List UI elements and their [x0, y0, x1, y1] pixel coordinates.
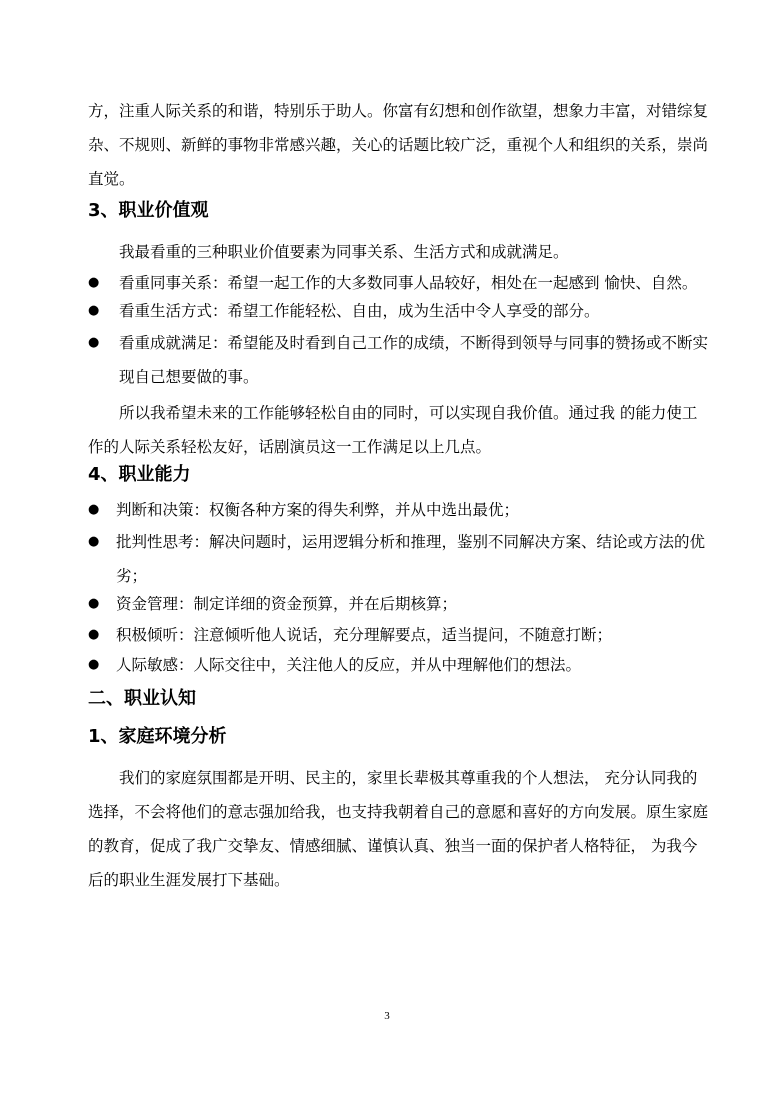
bullet-text: 看重同事关系：希望一起工作的大多数同事人品较好，相处在一起感到 愉快、自然。 [119, 274, 698, 292]
page-number: 3 [384, 1010, 390, 1022]
part2-heading: 二、职业认知 [88, 688, 196, 709]
section3-lead: 我最看重的三种职业价值要素为同事关系、生活方式和成就满足。 [119, 243, 569, 261]
bullet-icon: ● [88, 627, 100, 642]
bullet-icon: ● [88, 275, 100, 290]
bullet-text: 批判性思考：解决问题时，运用逻辑分析和推理，鉴别不同解决方案、结论或方法的优劣； [116, 533, 706, 585]
part2-sub1-paragraph: 我们的家庭氛围都是开明、民主的，家里长辈极其尊重我的个人想法， 充分认同我的选择，不会将他们的意志强加给我，也支持我朝着自己的意愿和喜好的方向发展。原生家庭的教育，促成了我广交挚友、情感细腻、谨慎认真、独当一面的保护者人格特征， 为我今后的职业生涯发展打下基础。 [88, 769, 709, 889]
section3-heading: 3、职业价值观 [88, 200, 209, 221]
part2-sub1-heading: 1、家庭环境分析 [88, 726, 227, 747]
list-item [88, 525, 708, 593]
list-item [88, 648, 708, 682]
bullet-icon: ● [88, 657, 100, 672]
list-item [88, 294, 708, 328]
bullet-text: 看重生活方式：希望工作能轻松、自由，成为生活中令人享受的部分。 [119, 302, 600, 320]
section3-conclusion: 所以我希望未来的工作能够轻松自由的同时，可以实现自我价值。通过我 的能力使工作的人际关系轻松友好，话剧演员这一工作满足以上几点。 [88, 404, 698, 456]
bullet-icon: ● [88, 335, 100, 350]
section4-heading: 4、职业能力 [88, 464, 191, 485]
bullet-text: 判断和决策：权衡各种方案的得失利弊，并从中选出最优； [116, 501, 520, 519]
bullet-text: 人际敏感：人际交往中，关注他人的反应，并从中理解他们的想法。 [116, 656, 582, 674]
list-item [88, 493, 708, 527]
intro-paragraph: 方，注重人际关系的和谐，特别乐于助人。你富有幻想和创作欲望，想象力丰富，对错综复杂、不规则、新鲜的事物非常感兴趣，关心的话题比较广泛，重视个人和组织的关系，崇尚直觉。 [88, 102, 709, 188]
bullet-text: 资金管理：制定详细的资金预算，并在后期核算； [116, 595, 458, 613]
bullet-icon: ● [88, 303, 100, 318]
bullet-icon: ● [88, 502, 100, 517]
list-item [88, 326, 708, 394]
bullet-text: 看重成就满足：希望能及时看到自己工作的成绩，不断得到领导与同事的赞扬或不断实现自己想要做的事。 [119, 334, 709, 386]
bullet-icon: ● [88, 534, 100, 549]
bullet-text: 积极倾听：注意倾听他人说话，充分理解要点，适当提问，不随意打断； [116, 626, 613, 644]
list-item [88, 618, 708, 652]
list-item [88, 587, 708, 621]
bullet-icon: ● [88, 596, 100, 611]
